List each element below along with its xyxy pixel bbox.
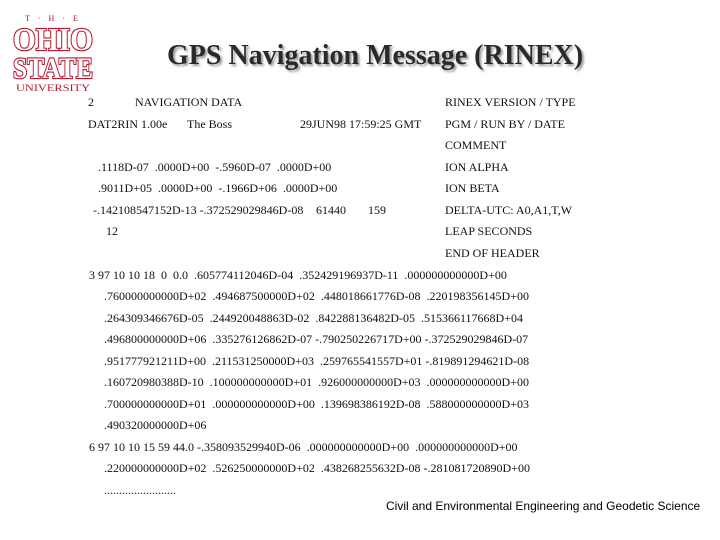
comment-label: COMMENT xyxy=(445,138,507,152)
nav-record-line: .760000000000D+02 .494687500000D+02 .448018661776D-08 .220198356145D+00 xyxy=(86,289,529,303)
ohio-state-logo xyxy=(10,12,96,94)
pgm-run-date-label: PGM / RUN BY / DATE xyxy=(445,117,565,131)
nav-record-line: .490320000000D+06 xyxy=(86,418,207,432)
leap-seconds-value: 12 xyxy=(106,224,118,238)
rinex-version: 2 xyxy=(88,95,94,109)
department-footer: Civil and Environmental Engineering and Geodetic Science xyxy=(386,499,701,513)
delta-utc-label: DELTA-UTC: A0,A1,T,W xyxy=(445,203,573,217)
logo-university-text: UNIVERSITY xyxy=(16,83,91,93)
nav-record-line: 6 97 10 10 15 59 44.0 -.358093529940D-06 .000000000000D+00 .000000000000D+00 xyxy=(86,440,518,454)
ion-alpha-values: .1118D-07 .0000D+00 -.5960D-07 .0000D+00 xyxy=(98,160,332,174)
ion-beta-label: ION BETA xyxy=(445,181,500,195)
rinex-type: NAVIGATION DATA xyxy=(135,95,243,109)
nav-record-ellipsis: ........................ xyxy=(86,483,176,497)
logo-state-text: STATE xyxy=(13,52,93,85)
run-date: 29JUN98 17:59:25 GMT xyxy=(300,117,422,131)
nav-record-line: .951777921211D+00 .211531250000D+03 .259765541557D+01 -.819891294621D-08 xyxy=(86,354,530,368)
delta-utc-t: 61440 xyxy=(316,203,346,217)
delta-utc-a-values: -.142108547152D-13 -.372529029846D-08 xyxy=(93,203,304,217)
nav-record-line: .220000000000D+02 .526250000000D+02 .438268255632D-08 -.281081720890D+00 xyxy=(86,461,530,475)
ion-beta-values: .9011D+05 .0000D+00 -.1966D+06 .0000D+00 xyxy=(98,181,338,195)
nav-record-line: .160720980388D-10 .100000000000D+01 .926000000000D+03 .000000000000D+00 xyxy=(86,375,529,389)
nav-record-line: .496800000000D+06 .335276126862D-07 -.790250226717D+00 -.372529029846D-07 xyxy=(86,332,529,346)
run-by: The Boss xyxy=(187,117,232,131)
ion-alpha-label: ION ALPHA xyxy=(445,160,509,174)
end-of-header-label: END OF HEADER xyxy=(445,246,540,260)
version-type-label: RINEX VERSION / TYPE xyxy=(445,95,576,109)
logo-ohio-text: OHIO xyxy=(13,21,93,57)
leap-seconds-label: LEAP SECONDS xyxy=(445,224,533,238)
logo-the-text: T · H · E xyxy=(25,14,81,23)
nav-record-line: .700000000000D+01 .000000000000D+00 .139698386192D-08 .588000000000D+03 xyxy=(86,397,529,411)
nav-record-line: 3 97 10 10 18 0 0.0 .605774112046D-04 .352429196937D-11 .000000000000D+00 xyxy=(86,268,507,282)
nav-record-line: .264309346676D-05 .244920048863D-02 .842288136482D-05 .515366117668D+04 xyxy=(86,311,523,325)
delta-utc-w: 159 xyxy=(368,203,386,217)
pgm-name: DAT2RIN 1.00e xyxy=(88,117,168,131)
page-title: GPS Navigation Message (RINEX) xyxy=(166,40,584,71)
